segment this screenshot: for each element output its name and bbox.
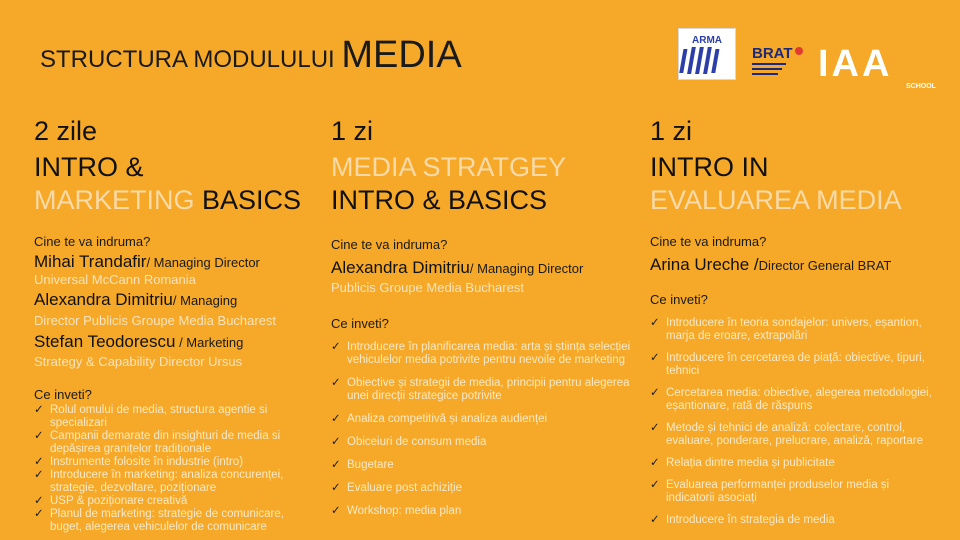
list-item: ✓ Introducere în planificarea media: arta și știința selecției vehiculelor media potrivite pentru nevoile de marketing xyxy=(331,341,631,366)
title-emphasis: MEDIA xyxy=(341,34,462,76)
list-item: ✓ Campanii demarate din insighturi de media si depășirea granițelor tradiționale xyxy=(34,430,281,455)
list-item: ✓ Cercetarea media: obiective, alegerea metodologiei, eșantionare, rată de răspuns xyxy=(650,387,932,412)
col3-duration: 1 zi xyxy=(650,116,693,146)
list-item: ✓ Obiceiuri de consum media xyxy=(331,436,487,448)
check-icon: ✓ xyxy=(331,413,341,425)
list-item: ✓ Evaluare post achiziție xyxy=(331,482,463,494)
check-icon: ✓ xyxy=(650,387,660,399)
check-icon: ✓ xyxy=(34,495,44,507)
check-icon: ✓ xyxy=(331,377,341,389)
list-item: ✓ Rolul omului de media, structura agentie si specializari xyxy=(34,404,268,429)
col1-guide2-company: Director Publicis Groupe Media Bucharest xyxy=(34,313,277,328)
col2-guide1: Alexandra Dimitriu/ Managing Director xyxy=(331,258,584,277)
list-item: ✓ Evaluarea performanței produselor media și indicatorii asociați xyxy=(650,479,890,504)
col2-duration: 1 zi xyxy=(331,116,374,146)
list-item: ✓ Introducere în marketing: analiza concurenței, strategie, dezvoltare, poziționare xyxy=(34,469,284,494)
svg-text:BRAT: BRAT xyxy=(752,45,793,62)
partner-logos xyxy=(678,28,940,88)
col1-guide1-company: Universal McCann Romania xyxy=(34,272,196,287)
list-item: ✓ USP & poziționare creativă xyxy=(34,495,188,507)
col1-guide3-company: Strategy & Capability Director Ursus xyxy=(34,354,243,369)
arma-logo xyxy=(678,28,736,80)
arma-logo-graphic xyxy=(679,29,735,79)
col3-learn-label: Ce inveti? xyxy=(650,292,708,307)
check-icon: ✓ xyxy=(34,508,44,520)
check-icon: ✓ xyxy=(34,469,44,481)
list-item: ✓ Relația dintre media și publicitate xyxy=(650,457,835,469)
col1-guide2: Alexandra Dimitriu/ Managing xyxy=(34,290,238,309)
col3-guide1: Arina Ureche /Director General BRAT xyxy=(650,255,892,274)
list-item: ✓ Obiective și strategii de media, principii pentru alegerea unei direcții strategice potrivite xyxy=(331,377,630,402)
svg-text:SCHOOL: SCHOOL xyxy=(906,83,936,88)
col3-learn-list xyxy=(650,317,940,527)
col3-heading: INTRO IN EVALUAREA MEDIA xyxy=(650,152,902,215)
arma-logo-text: ARMA xyxy=(692,35,722,46)
col3-guides-label: Cine te va indruma? xyxy=(650,234,767,249)
col1-learn-label: Ce inveti? xyxy=(34,387,92,402)
page-title: STRUCTURA MODULULUI MEDIA xyxy=(40,34,462,76)
col1-guide1: Mihai Trandafir/ Managing Director xyxy=(34,252,260,271)
list-item: ✓ Introducere în strategia de media xyxy=(650,514,835,526)
col2-heading: MEDIA STRATGEY INTRO & BASICS xyxy=(331,152,567,215)
check-icon: ✓ xyxy=(331,341,341,353)
check-icon: ✓ xyxy=(331,482,341,494)
check-icon: ✓ xyxy=(650,457,660,469)
col1-guide3: Stefan Teodorescu / Marketing xyxy=(34,332,244,351)
list-item: ✓ Analiza competitivă și analiza audienței xyxy=(331,413,548,425)
col1-duration: 2 zile xyxy=(34,116,98,146)
iaa-logo xyxy=(818,38,938,88)
check-icon: ✓ xyxy=(34,404,44,416)
check-icon: ✓ xyxy=(331,459,341,471)
check-icon: ✓ xyxy=(34,456,44,468)
list-item: ✓ Introducere în teoria sondajelor: univers, eșantion, marja de eroare, extrapolări xyxy=(650,317,922,342)
list-item: ✓ Planul de marketing: strategie de comunicare, buget, alegerea vehiculelor de comunicare xyxy=(34,508,284,533)
svg-text:IAA: IAA xyxy=(818,43,893,85)
list-item: ✓ Bugetare xyxy=(331,459,394,471)
check-icon: ✓ xyxy=(650,514,660,526)
check-icon: ✓ xyxy=(34,430,44,442)
check-icon: ✓ xyxy=(650,317,660,329)
check-icon: ✓ xyxy=(331,505,341,517)
col2-guide1-company: Publicis Groupe Media Bucharest xyxy=(331,280,524,295)
check-icon: ✓ xyxy=(331,436,341,448)
col1-guides-label: Cine te va indruma? xyxy=(34,234,151,249)
check-icon: ✓ xyxy=(650,422,660,434)
col2-learn-label: Ce inveti? xyxy=(331,316,389,331)
brat-logo xyxy=(750,42,804,80)
list-item: ✓ Introducere în cercetarea de piață: obiective, tipuri, tehnici xyxy=(650,352,925,377)
col2-guides-label: Cine te va indruma? xyxy=(331,237,448,252)
check-icon: ✓ xyxy=(650,352,660,364)
check-icon: ✓ xyxy=(650,479,660,491)
list-item: ✓ Metode și tehnici de analiză: colectare, control, evaluare, ponderare, prelucrare, analiză, raportare xyxy=(650,422,923,447)
list-item: ✓ Instrumente folosite în industrie (intro) xyxy=(34,456,244,468)
col1-heading: INTRO & MARKETING BASICS xyxy=(34,152,302,215)
list-item: ✓ Workshop: media plan xyxy=(331,505,462,517)
col1-learn-list xyxy=(34,404,296,540)
col2-learn-list xyxy=(331,341,643,518)
